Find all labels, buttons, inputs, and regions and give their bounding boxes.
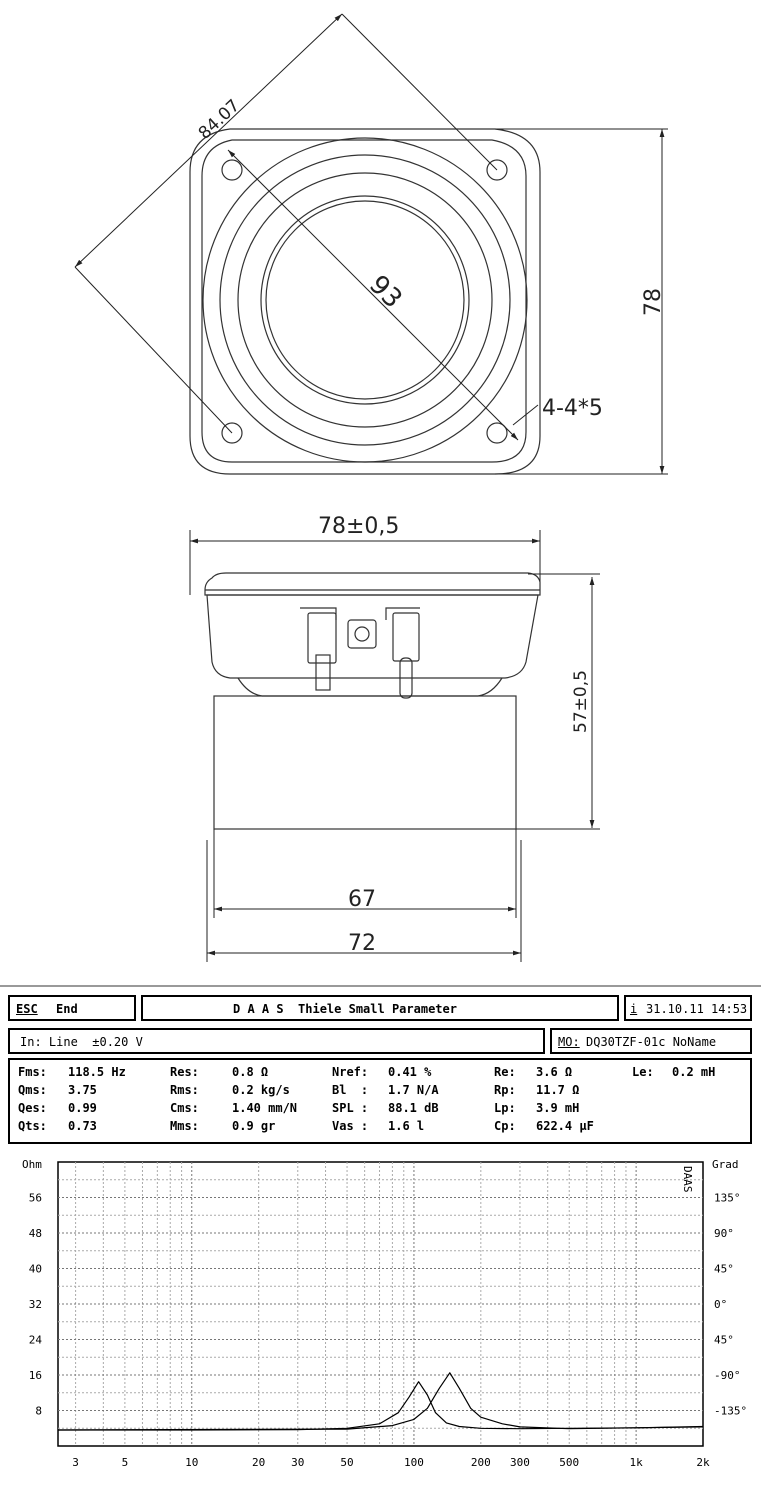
param-label: Bl : <box>332 1083 369 1097</box>
left-tick-label: 16 <box>28 1369 42 1382</box>
datetime: 31.10.11 14:53 <box>646 1002 748 1016</box>
param-value: 0.73 <box>68 1119 97 1133</box>
dim-bottom-width-label: 72 <box>348 931 376 956</box>
param-label: Rp: <box>494 1083 516 1097</box>
param-value: 0.2 kg/s <box>232 1083 290 1097</box>
input-box[interactable] <box>8 1028 545 1054</box>
right-tick-label: -135° <box>714 1404 748 1418</box>
dim-magnet-width-label: 67 <box>348 887 376 912</box>
param-label: Qes: <box>18 1101 47 1115</box>
left-tick-label: 8 <box>35 1404 42 1418</box>
left-tick-label: 24 <box>28 1333 42 1347</box>
left-axis-unit: Ohm <box>22 1158 42 1171</box>
impedance-chart <box>0 1150 761 1495</box>
basket-ring-outer <box>203 138 527 462</box>
terminal-right <box>393 613 419 661</box>
side-view <box>205 573 540 829</box>
param-value: 118.5 Hz <box>68 1065 126 1079</box>
watermark: DAAS <box>681 1166 694 1193</box>
param-label: Re: <box>494 1065 516 1079</box>
datetime-box[interactable] <box>624 995 752 1021</box>
param-value: 1.40 mm/N <box>232 1101 298 1115</box>
param-value: 3.9 mH <box>536 1101 580 1115</box>
end-button[interactable]: End <box>56 1002 78 1016</box>
input-level: In: Line ±0.20 V <box>20 1035 143 1049</box>
dim-depth-label: 57±0,5 <box>571 670 591 733</box>
mount-hole-tl <box>222 160 242 180</box>
right-tick-label: -90° <box>714 1369 741 1382</box>
dim-circle-label: 93 <box>363 269 408 315</box>
left-tick-label: 56 <box>28 1191 42 1205</box>
left-tick-label: 40 <box>28 1262 42 1276</box>
params-box <box>8 1058 752 1144</box>
dim-top-width-label: 78±0,5 <box>318 514 400 539</box>
frame-inner-outline <box>202 140 526 462</box>
x-tick-label: 100 <box>404 1456 424 1469</box>
vent-cap <box>348 620 376 648</box>
param-value: 0.41 % <box>388 1065 432 1079</box>
info-icon[interactable]: i <box>630 1002 638 1016</box>
param-value: 0.99 <box>68 1101 97 1115</box>
param-label: Res: <box>170 1065 199 1079</box>
x-tick-label: 3 <box>72 1456 79 1469</box>
param-value: 0.2 mH <box>672 1065 716 1079</box>
param-value: 11.7 Ω <box>536 1083 580 1097</box>
param-label: Qms: <box>18 1083 47 1097</box>
param-value: 3.6 Ω <box>536 1065 573 1079</box>
x-tick-label: 500 <box>559 1456 580 1469</box>
right-tick-label: 0° <box>714 1298 728 1311</box>
param-value: 0.8 Ω <box>232 1065 269 1079</box>
dim-holes-label: 4-4*5 <box>542 396 603 421</box>
frame-flange <box>205 573 540 595</box>
magnet <box>214 696 516 829</box>
right-tick-label: 135° <box>714 1191 741 1205</box>
left-tick-label: 32 <box>28 1298 42 1311</box>
param-label: Cp: <box>494 1119 516 1133</box>
x-tick-label: 1k <box>629 1456 643 1469</box>
dim-height-label: 78 <box>641 288 666 316</box>
param-value: 88.1 dB <box>388 1101 439 1115</box>
app-title: D A A S Thiele Small Parameter <box>233 1002 457 1016</box>
param-label: Fms: <box>18 1065 47 1079</box>
esc-button[interactable]: ESC <box>16 1002 38 1016</box>
x-tick-label: 10 <box>185 1456 199 1469</box>
param-value: 3.75 <box>68 1083 97 1097</box>
model-box[interactable] <box>550 1028 752 1054</box>
model-prefix: MO: <box>558 1035 580 1049</box>
param-label: SPL : <box>332 1101 369 1115</box>
x-tick-label: 30 <box>291 1456 305 1469</box>
dome-ring <box>266 201 464 399</box>
basket-bottom <box>238 678 502 696</box>
right-tick-label: 45° <box>714 1262 734 1276</box>
param-value: 622.4 µF <box>536 1119 594 1133</box>
x-tick-label: 200 <box>470 1456 491 1469</box>
param-label: Cms: <box>170 1101 199 1115</box>
x-tick-label: 300 <box>510 1456 530 1469</box>
x-tick-label: 5 <box>121 1456 129 1469</box>
param-value: 1.7 N/A <box>388 1083 439 1097</box>
param-label: Lp: <box>494 1101 516 1115</box>
x-tick-label: 20 <box>252 1456 266 1469</box>
basket-ring <box>220 155 510 445</box>
x-tick-label: 2k <box>696 1456 710 1469</box>
frame-outline <box>190 129 540 474</box>
param-label: Le: <box>632 1065 654 1079</box>
x-tick-label: 50 <box>340 1456 354 1469</box>
left-tick-label: 48 <box>28 1227 42 1240</box>
right-tick-label: 45° <box>714 1333 734 1347</box>
right-tick-label: 90° <box>714 1227 734 1240</box>
cone-ring <box>261 196 469 404</box>
model-name: DQ30TZF-01c NoName <box>586 1035 717 1049</box>
param-value: 1.6 l <box>388 1119 425 1133</box>
param-label: Mms: <box>170 1119 199 1133</box>
param-label: Nref: <box>332 1065 369 1079</box>
title-box <box>141 995 619 1021</box>
param-value: 0.9 gr <box>232 1119 276 1133</box>
dim-diagonal-label: 84.07 <box>194 95 245 144</box>
param-label: Qts: <box>18 1119 47 1133</box>
param-label: Rms: <box>170 1083 199 1097</box>
right-axis-unit: Grad <box>712 1158 739 1171</box>
basket-body <box>207 595 538 678</box>
param-label: Vas : <box>332 1119 369 1133</box>
esc-end-box[interactable] <box>8 995 136 1021</box>
surround-ring <box>238 173 492 427</box>
top-view <box>190 129 540 474</box>
